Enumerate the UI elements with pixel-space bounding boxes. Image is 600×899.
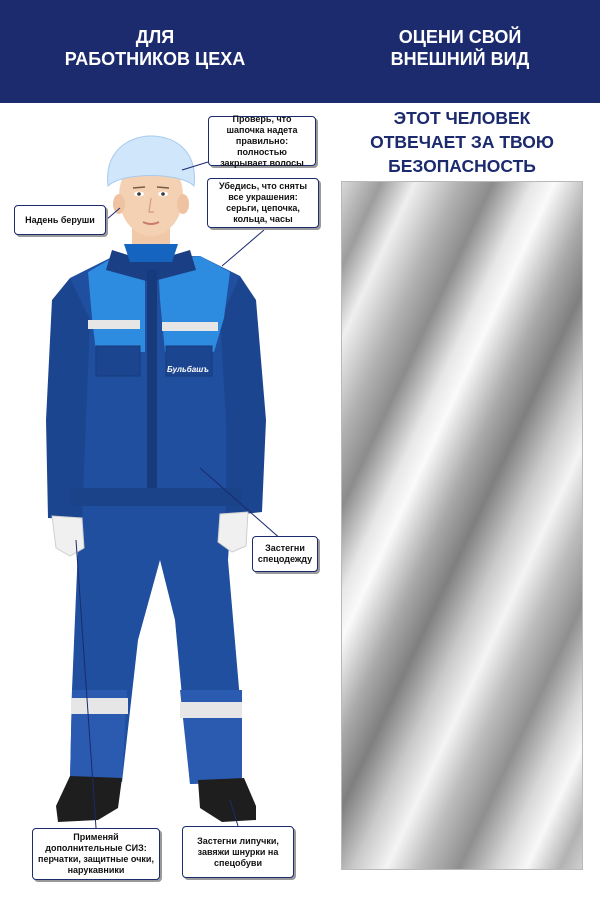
brand-label: Бульбашъ xyxy=(167,365,209,374)
mirror-panel xyxy=(341,181,583,870)
callout-ppe: Применяй дополнительные СИЗ: перчатки, защитные очки, нарукавники xyxy=(32,828,160,880)
safety-heading: ЭТОТ ЧЕЛОВЕК ОТВЕЧАЕТ ЗА ТВОЮ БЕЗОПАСНОСТЬ xyxy=(370,108,554,176)
callout-fasten: Застегни спецодежду xyxy=(252,536,318,572)
header-left-title: ДЛЯ РАБОТНИКОВ ЦЕХА xyxy=(64,27,246,69)
callout-earplugs: Надень беруши xyxy=(14,205,106,235)
callout-cap: Проверь, что шапочка надета правильно: полностью закрывает волосы xyxy=(208,116,316,166)
header-right-title: ОЦЕНИ СВОЙ ВНЕШНИЙ ВИД xyxy=(390,27,530,69)
callout-jewelry: Убедись, что сняты все украшения: серьги, цепочка, кольца, часы xyxy=(207,178,319,228)
callout-shoes: Застегни липучки, завяжи шнурки на спецобуви xyxy=(182,826,294,878)
